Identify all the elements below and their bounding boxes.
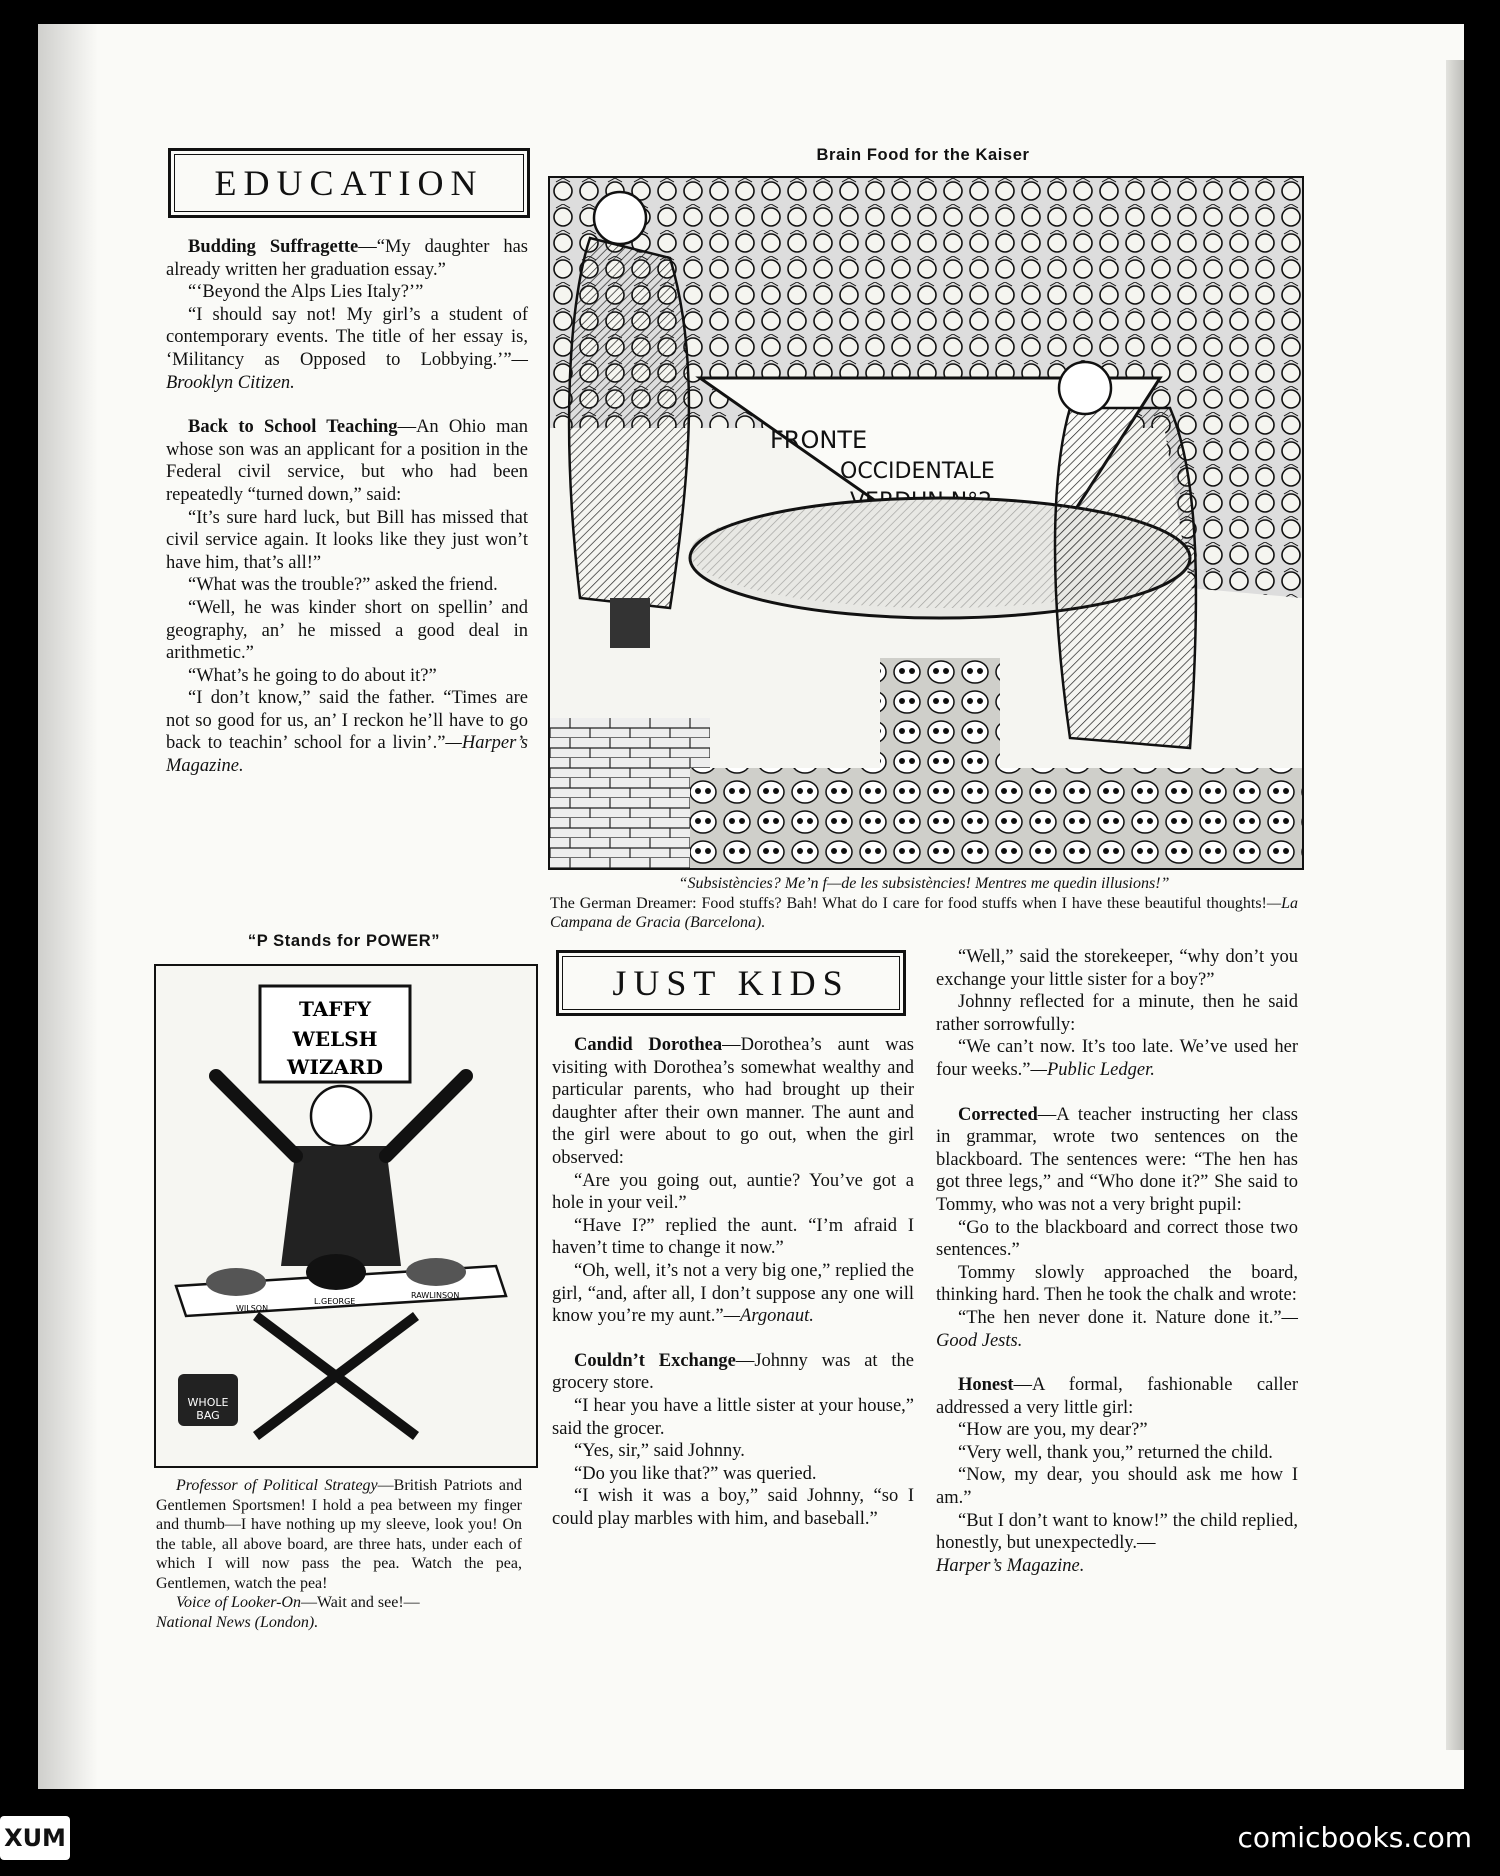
story-source: Harper’s Magazine. bbox=[936, 1555, 1085, 1576]
page-edge bbox=[1446, 60, 1464, 1750]
story-paragraph bbox=[166, 687, 528, 777]
story-source: —Harper’s Magazine. bbox=[166, 733, 528, 777]
story-paragraph: “Go to the blackboard and correct those two sentences.” bbox=[936, 1217, 1298, 1261]
hat-label: L.GEORGE bbox=[314, 1297, 356, 1306]
story-paragraph bbox=[936, 1307, 1298, 1352]
caption-lead: Professor of Political Strategy bbox=[176, 1477, 378, 1494]
story-headline: Budding Suffragette bbox=[188, 237, 359, 257]
story-text: —A formal, fashionable caller addressed a very little girl: bbox=[936, 1375, 1298, 1418]
story-paragraph: “What’s he going to do about it?” bbox=[188, 665, 437, 686]
sign-text: TAFFY bbox=[299, 997, 371, 1021]
story-text: —Dorothea’s aunt was visiting with Dorothea’s somewhat wealthy and particular parents, who had brought up their daughter after their own manner. The aunt and the girl were about to go out, when the girl observed: bbox=[552, 1035, 914, 1168]
kaiser-cartoon-title: Brain Food for the Kaiser bbox=[816, 146, 1030, 164]
story-paragraph bbox=[552, 1350, 914, 1395]
story-text: —Johnny was at the grocery store. bbox=[552, 1350, 914, 1394]
story-paragraph: “Are you going out, auntie? You’ve got a hole in your veil.” bbox=[552, 1170, 914, 1214]
page-gutter-shadow bbox=[38, 24, 98, 1789]
hat-label: RAWLINSON bbox=[411, 1291, 460, 1300]
story-source: —Argonaut. bbox=[723, 1306, 814, 1327]
story-text: “I don’t know,” said the father. “Times are not so good for us, an’ I reckon he’ll have to go back to teachin’ school for a livin’.” bbox=[166, 688, 528, 754]
caption-line bbox=[550, 894, 1298, 933]
caption-lead: Voice of Looker-On bbox=[176, 1594, 301, 1611]
story-paragraph: “Very well, thank you,” returned the child. bbox=[958, 1442, 1273, 1463]
story-source: —Public Ledger. bbox=[1030, 1059, 1155, 1080]
power-cartoon-drawing bbox=[156, 966, 536, 1466]
caption-source: —La Campana de Gracia (Barcelona). bbox=[550, 894, 1298, 931]
bag-label: BAG bbox=[196, 1409, 220, 1422]
story-headline: Back to School Teaching bbox=[188, 417, 398, 438]
story-text: “I should say not! My girl’s a student of contemporary events. The title of her essay is, ‘Militancy as Opposed to Lobbying.’” bbox=[166, 304, 528, 370]
kaiser-cartoon-image bbox=[548, 176, 1304, 870]
education-column bbox=[166, 236, 528, 778]
caption-paragraph bbox=[156, 1593, 522, 1632]
story-headline: Corrected bbox=[958, 1104, 1038, 1125]
just-kids-heading-box bbox=[556, 950, 906, 1016]
story-paragraph: “Well,” said the storekeeper, “why don’t you exchange your little sister for a boy?” bbox=[936, 947, 1298, 990]
story-paragraph: Tommy slowly approached the board, thinking hard. Then he took the chalk and wrote: bbox=[936, 1262, 1298, 1306]
story-source: —Good Jests. bbox=[936, 1307, 1298, 1351]
just-kids-column-middle bbox=[552, 1034, 914, 1530]
education-heading-box bbox=[168, 148, 530, 218]
story-paragraph bbox=[166, 416, 528, 506]
story-text: “Oh, well, it’s not a very big one,” replied the girl, “and, after all, I don’t suppose any one will know you’re my aunt.” bbox=[552, 1260, 914, 1327]
caption-paragraph bbox=[156, 1476, 522, 1593]
education-heading: EDUCATION bbox=[174, 154, 524, 212]
story-text: “The hen never done it. Nature done it.” bbox=[958, 1307, 1282, 1328]
watermark-text: comicbooks.com bbox=[1237, 1821, 1472, 1854]
story-paragraph: “How are you, my dear?” bbox=[958, 1420, 1148, 1441]
hopper-label: FRONTE bbox=[770, 426, 868, 454]
story-paragraph: “Yes, sir,” said Johnny. bbox=[574, 1441, 745, 1462]
just-kids-heading: JUST KIDS bbox=[562, 956, 900, 1010]
kaiser-cartoon-caption bbox=[550, 874, 1298, 933]
story-paragraph: “What was the trouble?” asked the friend. bbox=[188, 575, 498, 596]
power-cartoon-title: “P Stands for POWER” bbox=[247, 932, 441, 950]
hopper-label: OCCIDENTALE bbox=[840, 459, 995, 484]
story-paragraph: “Well, he was kinder short on spellin’ and geography, an’ he missed a good deal in arithmetic.” bbox=[166, 597, 528, 664]
sign-text: WELSH bbox=[292, 1027, 378, 1051]
power-cartoon-image bbox=[154, 964, 538, 1468]
story-text: “But I don’t want to know!” the child replied, honestly, but unexpectedly.— bbox=[936, 1510, 1298, 1554]
story-paragraph bbox=[936, 1036, 1298, 1081]
caption-text: —British Patriots and Gentlemen Sportsmen! I hold a pea between my finger and thumb—I have nothing up my sleeve, look you! On the table, all above board, are three hats, under each of which I will now pass the pea. Watch the pea, Gentlemen, watch the pea! bbox=[156, 1477, 523, 1592]
caption-text: —Wait and see!— bbox=[300, 1594, 420, 1611]
story-headline: Couldn’t Exchange bbox=[574, 1350, 736, 1371]
story-paragraph bbox=[166, 304, 528, 394]
sign-text: WIZARD bbox=[287, 1055, 383, 1079]
story-paragraph: “Do you like that?” was queried. bbox=[574, 1463, 817, 1484]
story-paragraph: “Now, my dear, you should ask me how I am.” bbox=[936, 1465, 1298, 1509]
story-text: —A teacher instructing her class in grammar, wrote two sentences on the blackboard. The sentences were: “The hen has got three legs,” and “Who done it?” She said to Tommy, who was not a very bright pupil: bbox=[936, 1104, 1298, 1215]
caption-source: National News (London). bbox=[156, 1613, 319, 1631]
story-paragraph: “Have I?” replied the aunt. “I’m afraid I haven’t time to change it now.” bbox=[552, 1215, 914, 1259]
story-text: “We can’t now. It’s too late. We’ve used her four weeks.” bbox=[936, 1037, 1298, 1080]
story-text: —“My daughter has already written her graduation essay.” bbox=[166, 237, 528, 280]
story-paragraph bbox=[552, 1260, 914, 1328]
story-paragraph bbox=[936, 1374, 1298, 1419]
just-kids-column-right bbox=[936, 946, 1298, 1577]
story-headline: Honest bbox=[958, 1375, 1014, 1396]
hat-label: WILSON bbox=[236, 1304, 269, 1313]
story-paragraph: “It’s sure hard luck, but Bill has missed that civil service again. It looks like they just won’t have him, that’s all!” bbox=[166, 507, 528, 573]
caption-quote: “Subsistències? Me’n f—de les subsistències! Mentres me quedin illusions!” bbox=[678, 875, 1170, 892]
story-paragraph bbox=[166, 236, 528, 281]
story-paragraph bbox=[936, 1510, 1298, 1578]
story-paragraph: “‘Beyond the Alps Lies Italy?’” bbox=[188, 282, 424, 303]
story-paragraph bbox=[552, 1034, 914, 1170]
power-cartoon-caption bbox=[156, 1476, 522, 1632]
kaiser-cartoon-drawing bbox=[550, 178, 1302, 868]
caption-text: The German Dreamer: Food stuffs? Bah! What do I care for food stuffs when I have these beautiful thoughts! bbox=[550, 894, 1267, 912]
story-paragraph: “I wish it was a boy,” said Johnny, “so I could play marbles with him, and baseball.” bbox=[552, 1486, 914, 1529]
story-text: —An Ohio man whose son was an applicant for a position in the Federal civil service, but who had been repeatedly “turned down,” said: bbox=[166, 417, 528, 505]
story-paragraph: Johnny reflected for a minute, then he said rather sorrowfully: bbox=[936, 992, 1298, 1035]
story-source: —Brooklyn Citizen. bbox=[166, 349, 528, 393]
story-paragraph: “I hear you have a little sister at your house,” said the grocer. bbox=[552, 1395, 914, 1439]
story-paragraph bbox=[936, 1104, 1298, 1217]
story-headline: Candid Dorothea bbox=[574, 1035, 723, 1055]
bag-label: WHOLE bbox=[187, 1396, 229, 1409]
caption-line bbox=[550, 874, 1298, 894]
corner-tag: XUM bbox=[0, 1816, 70, 1860]
